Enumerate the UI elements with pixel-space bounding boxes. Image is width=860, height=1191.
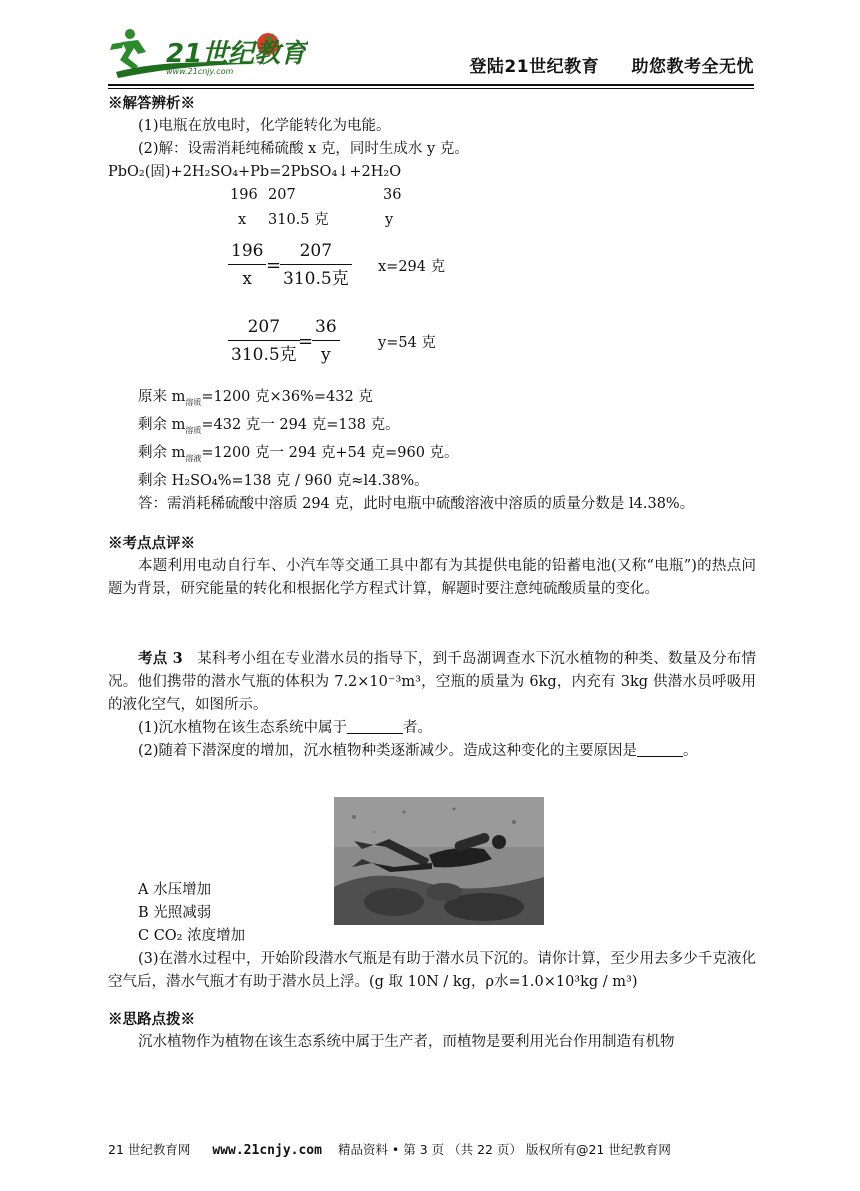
fraction-196-x: $\frac{196}{x}$: [228, 238, 266, 293]
page-header: [108, 18, 754, 84]
answer-analysis-heading: ※解答辨析※: [108, 95, 195, 112]
calc-line-3: 剩余 $m_{溶液}=1200$ 克一 294 克+54 克=960 克。: [138, 444, 459, 463]
exam-point-3-text: 考点 3 某科考小组在专业潜水员的指导下，到千岛湖调查水下沉水植物的种类、数量及分布情况。他们携带的潜水气瓶的体积为 7.2×10⁻³m³，空瓶的质量为 6kg，内充有 3kg 供潜水员呼吸用的液化空气，如图所示。: [108, 649, 757, 713]
option-a: A 水压增加: [138, 881, 212, 898]
site-logo[interactable]: [108, 22, 308, 82]
exam-point-review-heading: ※考点点评※: [108, 534, 195, 552]
coefficient-row: [108, 184, 756, 207]
diver-photo: [334, 797, 544, 925]
calc-line-2: 剩余 $m_{溶质}=432$ 克一 294 克=138 克。: [138, 416, 400, 435]
answer-blank-2[interactable]: [637, 742, 683, 757]
logo-url: www.21cnjy.com: [166, 67, 234, 76]
answer-line: 答：需消耗稀硫酸中溶质 294 克，此时电瓶中硫酸溶液中溶质的质量分数是 l4.38%。: [138, 495, 695, 512]
calc-line-1: 原来 $m_{溶质}=1200$ 克×36%=432 克: [138, 389, 373, 407]
fraction-36-y: $\frac{36}{y}$: [312, 314, 340, 369]
exam-point-review-text: 本题利用电动自行车、小汽车等交通工具中都有为其提供电能的铅蓄电池(又称“电瓶”)的热点问题为背景，研究能量的转化和根据化学方程式计算，解题时要注意纯硫酸质量的变化。: [108, 557, 756, 597]
coef-h2so4: 207: [268, 187, 296, 203]
proportion-equation-1: $\frac{196}{x}$ = 207 310.5克 x=294 克: [108, 238, 756, 302]
logo-text: 21世纪教育: [166, 39, 307, 69]
fraction-207-310: 207 310.5克: [280, 238, 352, 293]
slogan-left: 登陆21世纪教育: [469, 57, 600, 77]
question-1: (1)沉水植物在该生态系统中属于 者。: [138, 719, 433, 736]
footer-site: 21 世纪教育网: [108, 1142, 191, 1157]
analysis-line-2: (2)解：设需消耗纯稀硫酸 x 克，同时生成水 y 克。: [138, 141, 469, 157]
footer-url-link[interactable]: www.21cnjy.com: [212, 1143, 322, 1158]
variable-row: [108, 209, 756, 232]
var-y: y: [385, 212, 394, 228]
result-y: y=54 克: [378, 335, 436, 351]
thinking-hint-heading: ※思路点拨※: [108, 1010, 195, 1028]
question-2: (2)随着下潜深度的增加，沉水植物种类逐渐减少。造成这种变化的主要原因是 。: [138, 742, 698, 759]
page-footer: [108, 1140, 671, 1158]
coef-pbo2: 196: [230, 187, 258, 203]
header-divider: [108, 84, 754, 86]
option-c: C CO₂ 浓度增加: [138, 927, 246, 944]
question-3: (3)在潜水过程中，开始阶段潜水气瓶是有助于潜水员下沉的。请你计算，至少用去多少千克液化空气后，潜水气瓶才有助于潜水员上浮。(g 取 10N / kg，ρ水=1.0×10³kg / m³): [108, 950, 756, 990]
chemical-equation: PbO₂(固)+2H₂SO₄+Pb=2PbSO₄↓+2H₂O: [108, 164, 402, 180]
thinking-hint-text: 沉水植物作为植物在该生态系统中属于生产者，而植物是要利用光台作用制造有机物: [138, 1033, 675, 1050]
fraction-207-310-b: 207 310.5克: [228, 314, 300, 369]
footer-info: 精品资料 • 第 3 页 （共 22 页） 版权所有@21 世纪教育网: [337, 1142, 671, 1157]
calc-line-4: 剩余 H₂SO₄%=138 克 / 960 克≈l4.38%。: [138, 472, 429, 489]
option-b: B 光照减弱: [138, 904, 212, 921]
slogan-right: 助您教考全无忧: [631, 57, 754, 77]
var-mass: 310.5 克: [268, 212, 329, 228]
header-slogan: [469, 52, 754, 77]
analysis-line-1: (1)电瓶在放电时，化学能转化为电能。: [138, 118, 391, 134]
coef-h2o: 36: [383, 187, 402, 203]
var-x: x: [238, 212, 247, 228]
result-x: x=294 克: [378, 259, 446, 275]
header-divider-thin: [108, 88, 754, 89]
proportion-equation-2: 207 310.5克 = $\frac{36}{y}$ y=54 克: [108, 314, 756, 378]
answer-blank-1[interactable]: [347, 719, 403, 734]
